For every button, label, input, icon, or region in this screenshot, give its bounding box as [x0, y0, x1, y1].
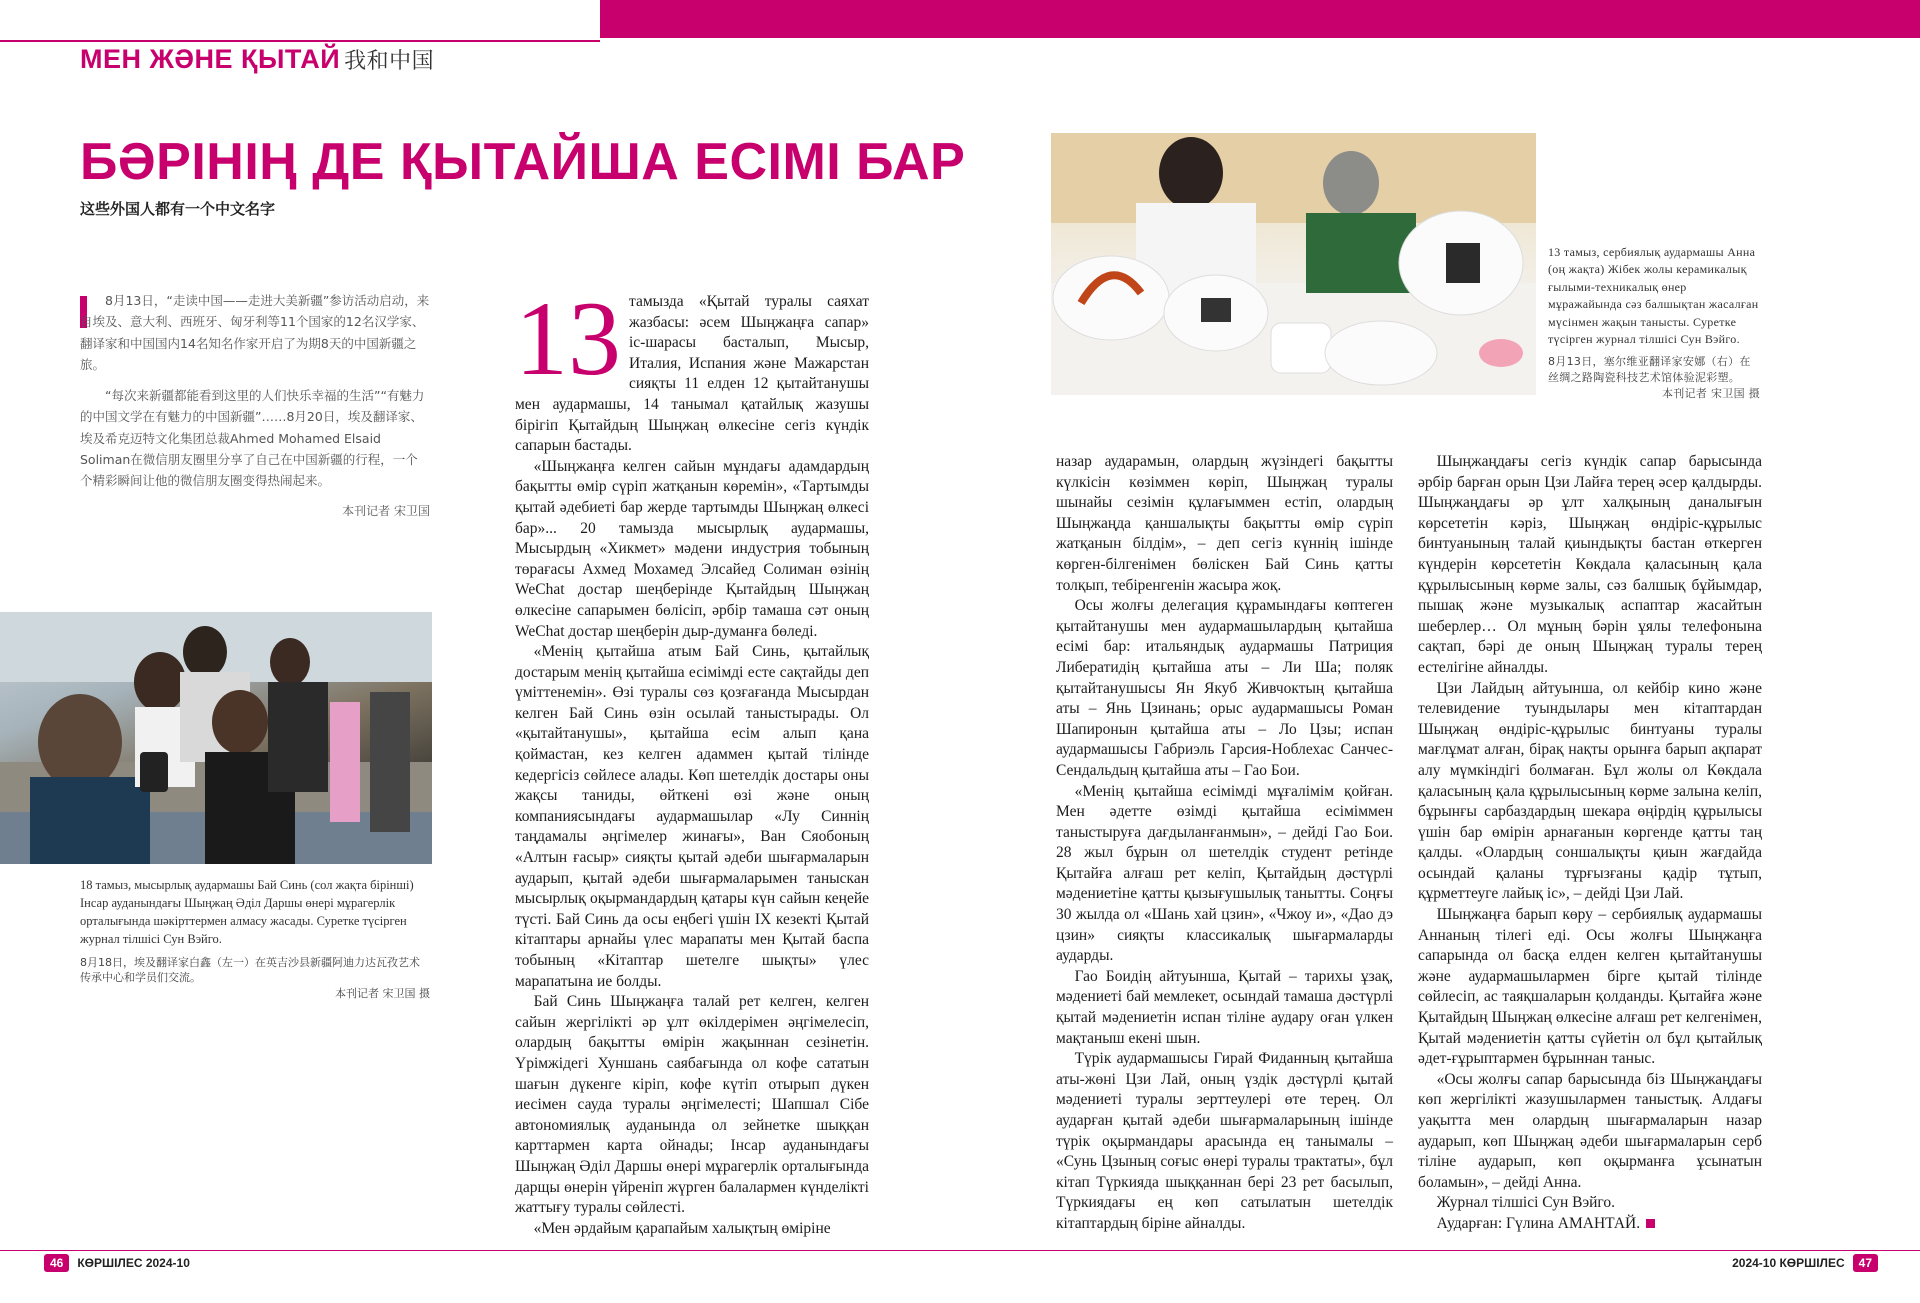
photo-children-phone — [0, 612, 432, 864]
photo-ceramic-plates — [1051, 133, 1536, 395]
photo1-caption-zh: 8月18日，埃及翻译家白鑫（左一）在英吉沙县新疆阿迪力达瓦孜艺术传承中心和学员们交流。 — [80, 955, 420, 985]
translator-line — [1418, 1214, 1762, 1235]
article-column-3 — [1418, 452, 1762, 1235]
photo2-caption-kk: 13 тамыз, сербиялық аудармашы Анна (оң жақта) Жібек жолы керамикалық ғылыми-техникалық өнер мұражайында сәз балшықтан жасалған мүсінмен жақын танысты. Суретке түсірген журнал тілшісі Сун Вэйго. — [1548, 245, 1759, 346]
section-title: МЕН ЖӘНЕ ҚЫТАЙ — [80, 44, 341, 74]
photo1-caption — [80, 876, 430, 1002]
top-color-bar — [600, 0, 1920, 38]
end-mark — [1646, 1219, 1655, 1228]
lead-paragraph: “每次来新疆都能看到这里的人们快乐幸福的生活”“有魅力的中国文学在有魅力的中国新疆”……8月20日，埃及翻译家、埃及希克迈特文化集团总裁Ahmed Mohamed Elsaid Soliman在微信朋友圈里分享了自己在中国新疆的行程，一个个精彩瞬间让他的微信朋友圈变得热闹起来。 — [80, 388, 425, 488]
article-title: БӘРІНІҢ ДЕ ҚЫТАЙША ЕСІМІ БАР — [80, 133, 966, 191]
lead-paragraph: 8月13日，“走读中国——走进大美新疆”参访活动启动，来自埃及、意大利、西班牙、匈牙利等11个国家的12名汉学家、翻译家和中国国内14名知名作家开启了为期8天的中国新疆之旅。 — [80, 293, 430, 372]
paragraph: «Мен әрдайым қарапайым халықтың өміріне — [533, 1219, 831, 1237]
paragraph: Цзи Лайдың айтуынша, ол кейбір кино және телевидение туындылары мен кітаптардан Шыңжаң өндіріс-құрылыс бинтуаны туралы мағлұмат алған, бірақ нақты орынға барып ақпарат алу мүмкіндігі болмаған. Бұл жолы ол Көкдала қаласының қала құрылысының көрме залына келіп, бұрынғы сарбаздардың шекара өңірдің құрылысы үшін бар өмірін арнағанын көргенде қатты таң қалды. «Олардың соншалықты қиын жағдайда осындай қаланы тұрғызғаны қадір тұтып, құрметтеуге лайық іс», – дейді Цзи Лай. — [1418, 679, 1762, 903]
page-number-right: 47 — [1853, 1254, 1878, 1272]
photo2-caption — [1548, 244, 1760, 402]
footer-magazine-left: КӨРШІЛЕС 2024-10 — [77, 1256, 190, 1270]
article-column-1 — [515, 280, 869, 1239]
paragraph: Бай Синь Шыңжаңға талай рет келген, келген сайын жергілікті әр ұлт өкілдерімен әңгімелесіп, олардың бақытты өмірін жақыннан сезінетін. Үрімжідегі Хуншань саябағында ол кофе сататын шағын дүкенге кіріп, кофе күтіп отырып дүкен иесімен сауда туралы әңгімелесті; Шапшал Сібе автономиялық ауданында ол зейнетке шыққан карттармен карта ойнады; Інсар ауданындағы Шыңжаң Әділ Даршы өнері мұрагерлік орталығында дарщы өнерін үйреніп жүрген балалармен күнделікті жаттығу туралы сөйлесті. — [515, 993, 869, 1217]
drop-cap: 13 — [515, 280, 621, 397]
paragraph: назар аударамын, олардың жүзіндегі бақытты күлкісін көзіммен көріп, Шыңжаң туралы шынайы сезімін құлағыммен естіп, олардың Шыңжаңда қаншалықты бақытты өмір сүріп жатқанын білдім», – деп сегіз күннің ішінде көрген-білгенімен бөліскен Бай Синь қатты толқып, тебіренгенін жасыра жоқ. — [1056, 453, 1393, 594]
photo-ceramic-plates-illustration — [1051, 133, 1536, 395]
paragraph: тамызда «Қытай туралы саяхат жазбасы: әсем Шыңжаңға сапар» іс-шарасы басталып, Мысыр, Италия, Испания және Мажарстан сияқты 11 елден 12 қытайтанушы мен аудармашы, 14 танымал қатайлық жазушы бірігіп Қытайдың Шыңжаң өлкесіне сегіз күндік сапарын бастады. — [515, 293, 869, 455]
section-header — [80, 44, 434, 75]
paragraph: Гао Боидің айтуынша, Қытай – тарихы ұзақ, мәдениеті бай мемлекет, осындай тамаша дәстүрлі қытай мәдениетін испан тіліне аудару оған үлкен мақтаныш екені шын. — [1056, 967, 1393, 1047]
footer-magazine-right: 2024-10 КӨРШІЛЕС — [1732, 1256, 1845, 1270]
paragraph: «Осы жолғы сапар барысында біз Шыңжаңдағы көп жергілікті жазушылармен таныстық. Алдағы уақытта мен олардың шығармаларын назар аударып, көп Шыңжаң әдеби шығармаларын серб тіліне аударып, көп оқырманға ұсынатын боламын», – дейді Анна. — [1418, 1070, 1762, 1191]
translator-text: Аударған: Гүлина АМАНТАЙ. — [1436, 1214, 1641, 1232]
top-rule — [0, 40, 600, 42]
lead-box — [80, 290, 430, 522]
footer-rule — [0, 1250, 1920, 1251]
footer-left — [44, 1253, 190, 1273]
paragraph: «Менің қытайша атым Бай Синь, қытайлық достарым менің қытайша есімімді есте сақтайды деп үміттенемін». Өзі туралы сөз қозғағанда Мысырдан келген Бай Синь өзін осылай таныстырады. Ол «қытайтанушы», қытайша есім алып қана қоймастан, кез келген адаммен қытай тілінде кедергісіз сөйлесе алады. Көп шетелдік достары оны жақсы таниды, өйткені өзі және оның компаниясындағы аудармашылар «Лу Синнің таңдамалы әңгімелер жинағы», Ван Сяобоның «Алтын ғасыр» сияқты қытай әдеби шығармаларын аударып, қытай әдеби шығармаларымен таныскан мысырлық оқырмандардың қатары күн сайын кеңейе түсті. Бай Синь да осы еңбегі үшін IX кезекті Қытай кітаптары арнайы үлес марапаты мен Қытай баспа тобының «Кітаптар шетелге шықты» үлес марапатына ие болды. — [515, 643, 869, 990]
article-subtitle-zh: 这些外国人都有一个中文名字 — [80, 200, 276, 218]
paragraph: Шыңжаңдағы сегіз күндік сапар барысында әрбір барған орын Цзи Лайға терең әсер қалдырды. Шыңжаңдағы әр ұлт халқының даналығын көрсететін кәріз, Шыңжаң өндіріс-құрылыс бинтуанының талай қиындықты бастан өткерген күндерін көрсететін Көкдала қаласының қала құрылысының көрме залы, сәз балшық бұйымдар, пышақ және музыкалық аспаптар жасайтын шеберлер… Ол мұның бәрін ұялы телефонына сақтап, бәрі де оның Шыңжаң туралы терең естелігіне айналды. — [1418, 453, 1762, 676]
page-number-left: 46 — [44, 1254, 69, 1272]
paragraph: Түрік аудармашысы Гирай Фиданның қытайша аты-жөні Цзи Лай, оның үздік дәстүрлі қытай мәдениеті туралы зерттеулері өте терең. Ол аударған қытай әдеби шығармаларының ішінде түрік оқырмандары арасында ең танымалы – «Сунь Цзының соғыс өнері туралы трактаты», бұл кітап Түркияда шыққаннан бері 23 рет басылып, Түркиядағы ең көп сатылатын шетелдік кітаптардың біріне айналды. — [1056, 1050, 1393, 1232]
lead-credit: 本刊记者 宋卫国 — [342, 504, 430, 519]
reporter-line: Журнал тілшісі Сун Вэйго. — [1436, 1194, 1616, 1212]
photo2-credit: 本刊记者 宋卫国 摄 — [1662, 387, 1760, 401]
paragraph: Осы жолғы делегация құрамындағы көптеген қытайтанушы мен аудармашылардың қытайша есімі бар: итальяндық аудармашы Патриция Либератидің қытайша аты – Ли Ша; поляк қытайтанушысы Ян Якуб Живчоктың қытайша аты – Янь Цзинань; орыс аудармашысы Роман Шапиронын қытайша аты – Ло Цзы; испан аудармашысы Габриэль Гарсия-Ноблехас Санчес-Сендальдың қытайша аты – Гао Бои. — [1056, 597, 1393, 779]
article-column-2 — [1056, 452, 1393, 1235]
photo1-credit: 本刊记者 宋卫国 摄 — [335, 987, 430, 1001]
photo-children-phone-illustration — [0, 612, 432, 864]
paragraph: «Менің қытайша есімімді мұғалімім қойған. Мен әдетте өзімді қытайша есіміммен таныстыруға дағдыланғанмын», – дейді Гао Бои. 28 жыл бұрын ол шетелдік студент ретінде Қытайға алғаш рет келіп, Қытайдың дәстүрлі мәдениетіне қатты қызығушылық танытты. Соңғы 30 жылда ол «Шань хай цзин», «Чжоу и», «Дао дэ цзин» сияқты классикалық шығармаларды аударды. — [1056, 782, 1393, 965]
paragraph: Шыңжаңға барып көру – сербиялық аудармашы Аннаның тілегі еді. Осы жолғы Шыңжаңға сапарында ол басқа елден келген қытайтанушы және аудармашылармен бірге қытай тілінде сөйлесіп, ас таяқшаларын қолданды. Қытайға және Қытайдың Шыңжаң өлкесіне алғаш рет келгенімен, Қытай мәдениетін қатты сүйетін ол бұл қытайлық әдет-ғұрыптармен бұрыннан таныс. — [1418, 906, 1762, 1068]
photo1-caption-kk: 18 тамыз, мысырлық аудармашы Бай Синь (сол жақта біріншi) Інсар ауданындағы Шыңжаң Әділ Даршы өнері мұрагерлік орталығында шәкірттермен алмасу жасады. Суретке түсірген журнал тілшісі Сун Вэйго. — [80, 878, 414, 947]
photo2-caption-zh: 8月13日，塞尔维亚翻译家安娜（右）在丝绸之路陶瓷科技艺术馆体验泥彩塑。 — [1548, 355, 1751, 385]
footer-right — [1732, 1253, 1878, 1273]
section-title-zh: 我和中国 — [344, 48, 435, 73]
paragraph: «Шыңжаңға келген сайын мұндағы адамдардың бақытты өмір сүріп жатқанын көремін», «Тартымды қытай әдебиеті бар жерде тартымды Шыңжаң өлкесі бар»... 20 тамызда мысырлық аудармашы, Мысырдың «Хикмет» мәдени индустрия тобының төрағасы Ахмед Мохамед Элсайед Солиман өзінің WeChat достар шеңберінде Қытайдың Шыңжаң өлкесіне сапарымен бөлісіп, әрбір тамаша сәт оның WeChat достар шеңберін дыр-думанға бөледі. — [515, 457, 869, 640]
